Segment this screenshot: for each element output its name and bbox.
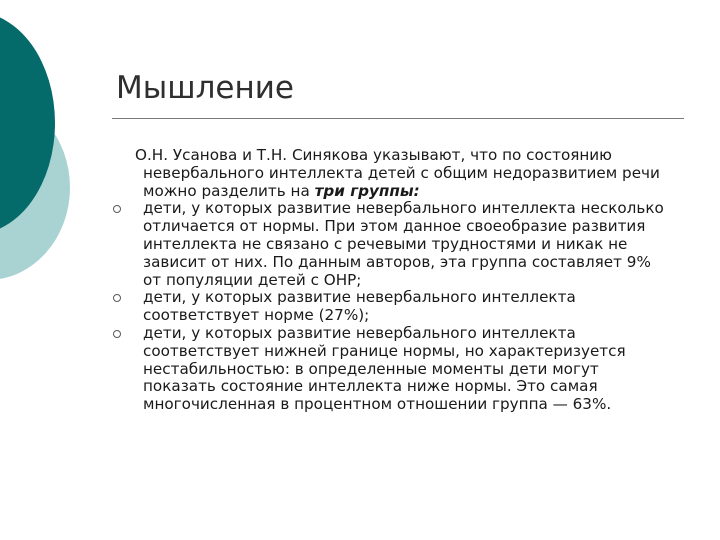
hollow-circle-icon bbox=[113, 294, 121, 302]
bullet-text: дети, у которых развитие невербального интеллекта соответствует нижней границе нормы, но характеризуется нестабильностью: в определенные моменты дети могут показать состояние интеллекта ниже нормы. Это самая многочисленная в процентном отношении группа — 63%. bbox=[143, 323, 626, 414]
list-item bbox=[113, 200, 673, 289]
hollow-circle-icon bbox=[113, 330, 121, 338]
intro-emphasis: три группы: bbox=[314, 181, 420, 200]
bullet-text: дети, у которых развитие невербального интеллекта несколько отличается от нормы. При этом данное своеобразие развития интеллекта не связано с речевыми трудностями и никак не зависит от них. По данным авторов, эта группа составляет 9% от популяции детей с ОНР; bbox=[143, 199, 664, 289]
list-item bbox=[113, 289, 673, 325]
bullet-list bbox=[113, 200, 673, 414]
list-item bbox=[113, 325, 673, 414]
slide-body bbox=[113, 147, 673, 414]
slide-title: Мышление bbox=[116, 70, 294, 106]
decorative-circles bbox=[0, 0, 90, 300]
intro-paragraph bbox=[113, 147, 673, 200]
hollow-circle-icon bbox=[113, 205, 121, 213]
bullet-text: дети, у которых развитие невербального интеллекта соответствует норме (27%); bbox=[143, 288, 576, 325]
title-divider bbox=[112, 118, 684, 119]
intro-text: О.Н. Усанова и Т.Н. Синякова указывают, что по состоянию невербального интеллекта детей с общим недоразвитием речи можно разделить на bbox=[135, 146, 660, 200]
